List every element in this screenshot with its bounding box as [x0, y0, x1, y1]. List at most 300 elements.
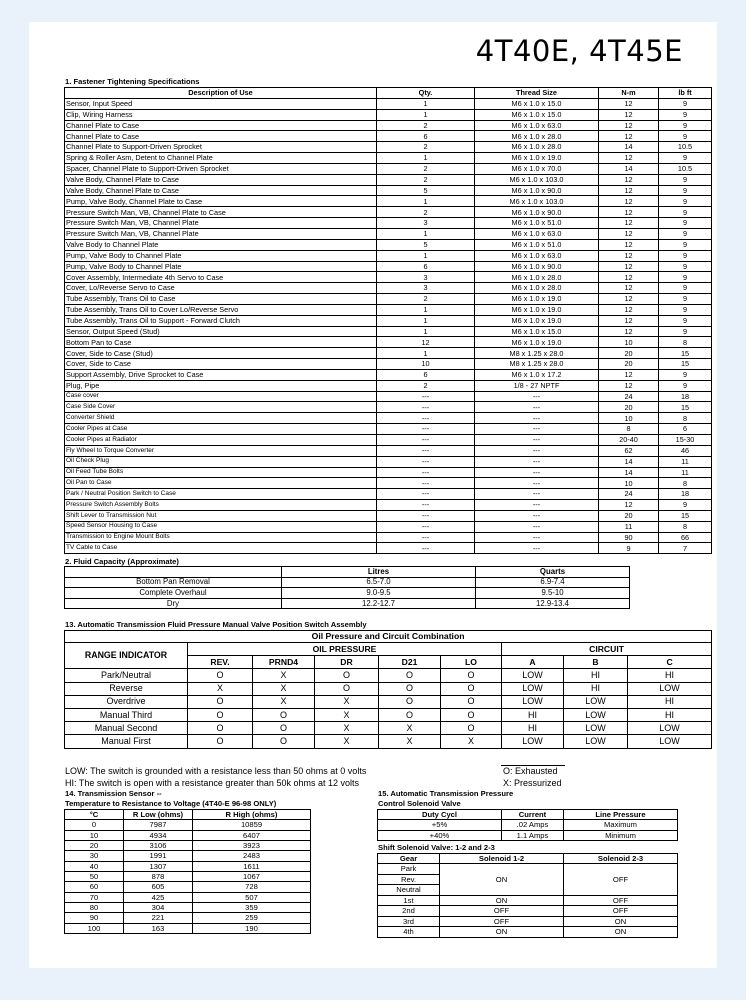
range-cell: Park/Neutral	[65, 669, 188, 682]
col-b: B	[564, 656, 628, 669]
thread-size-cell: M6 x 1.0 x 15.0	[475, 98, 599, 109]
circuit-a-cell: LOW	[502, 695, 564, 708]
gear-cell: 3rd	[378, 916, 440, 926]
fastener-row	[65, 142, 712, 153]
nm-cell: 12	[599, 196, 659, 207]
nm-cell: 12	[599, 109, 659, 120]
lbft-cell: 9	[659, 153, 712, 164]
legend-exhausted: O: Exhausted	[503, 766, 558, 776]
qty-cell: ---	[377, 456, 475, 467]
description-cell: Park / Neutral Position Switch to Case	[65, 489, 377, 500]
nm-cell: 24	[599, 391, 659, 402]
fastener-row	[65, 163, 712, 174]
qty-cell: 2	[377, 294, 475, 305]
qty-cell: 2	[377, 380, 475, 391]
rev-cell: X	[188, 682, 253, 695]
lbft-cell: 66	[659, 532, 712, 543]
thread-size-cell: M8 x 1.25 x 28.0	[475, 359, 599, 370]
fastener-row	[65, 218, 712, 229]
fluid-label-cell: Dry	[65, 598, 282, 609]
col-duty-cycle: Duty Cycl	[378, 810, 502, 820]
fastener-row	[65, 196, 712, 207]
fastener-row	[65, 109, 712, 120]
oil-title-row	[65, 631, 712, 643]
fastener-row	[65, 326, 712, 337]
fluid-row	[65, 577, 630, 588]
fastener-row	[65, 435, 712, 446]
pressure-heading: 15. Automatic Transmission Pressure	[378, 789, 514, 798]
solenoid-12-cell: ON	[440, 864, 564, 895]
r-low-cell: 163	[124, 923, 193, 933]
circuit-a-cell: HI	[502, 708, 564, 721]
sensor-row	[65, 882, 311, 892]
sensor-row	[65, 913, 311, 923]
pressure-row	[378, 820, 678, 830]
lbft-cell: 9	[659, 207, 712, 218]
shift-row	[378, 906, 678, 916]
qty-cell: ---	[377, 413, 475, 424]
lbft-cell: 8	[659, 337, 712, 348]
prnd4-cell: O	[253, 722, 315, 735]
qty-cell: 10	[377, 359, 475, 370]
circuit-b-cell: LOW	[564, 708, 628, 721]
r-low-cell: 304	[124, 903, 193, 913]
lbft-cell: 9	[659, 304, 712, 315]
lo-cell: O	[441, 682, 502, 695]
qty-cell: 1	[377, 109, 475, 120]
r-low-cell: 1991	[124, 851, 193, 861]
lbft-cell: 9	[659, 185, 712, 196]
description-cell: Tube Assembly, Trans Oil to Case	[65, 294, 377, 305]
qty-cell: ---	[377, 402, 475, 413]
qty-cell: ---	[377, 500, 475, 511]
description-cell: Channel Plate to Support-Driven Sprocket	[65, 142, 377, 153]
prnd4-cell: O	[253, 735, 315, 748]
sensor-row	[65, 861, 311, 871]
col-lo: LO	[441, 656, 502, 669]
description-cell: Cooler Pipes at Radiator	[65, 435, 377, 446]
fastener-row	[65, 456, 712, 467]
sensor-row	[65, 841, 311, 851]
nm-cell: 14	[599, 467, 659, 478]
d21-cell: O	[379, 682, 441, 695]
fluid-heading: 2. Fluid Capacity (Approximate)	[65, 557, 179, 566]
circuit-b-cell: LOW	[564, 695, 628, 708]
description-cell: Plug, Pipe	[65, 380, 377, 391]
pressure-row	[378, 830, 678, 840]
nm-cell: 14	[599, 142, 659, 153]
range-cell: Manual Third	[65, 708, 188, 721]
nm-cell: 12	[599, 304, 659, 315]
lbft-cell: 8	[659, 521, 712, 532]
lbft-cell: 8	[659, 413, 712, 424]
qty-cell: 2	[377, 174, 475, 185]
dr-cell: O	[315, 669, 379, 682]
qty-cell: ---	[377, 543, 475, 554]
qty-cell: 2	[377, 142, 475, 153]
thread-size-cell: M6 x 1.0 x 28.0	[475, 272, 599, 283]
fastener-row	[65, 348, 712, 359]
r-high-cell: 728	[193, 882, 311, 892]
duty-cycle-cell: +40%	[378, 830, 502, 840]
description-cell: Spring & Roller Asm, Detent to Channel Plate	[65, 153, 377, 164]
rev-cell: O	[188, 695, 253, 708]
thread-size-cell: ---	[475, 402, 599, 413]
description-cell: Tube Assembly, Trans Oil to Support - Forward Clutch	[65, 315, 377, 326]
sensor-row	[65, 892, 311, 902]
lbft-cell: 9	[659, 326, 712, 337]
lbft-cell: 9	[659, 239, 712, 250]
dr-cell: X	[315, 735, 379, 748]
oil-row	[65, 708, 712, 721]
qty-cell: 1	[377, 315, 475, 326]
fastener-row	[65, 131, 712, 142]
qty-cell: ---	[377, 532, 475, 543]
nm-cell: 12	[599, 500, 659, 511]
fastener-row	[65, 413, 712, 424]
legend-pressurized: X: Pressurized	[503, 777, 562, 788]
circuit-header: CIRCUIT	[502, 643, 712, 656]
sensor-subheading: Temperature to Resistance to Voltage (4T40-E 96-98 ONLY)	[65, 799, 277, 808]
description-cell: Fly Wheel to Torque Converter	[65, 445, 377, 456]
rev-cell: O	[188, 708, 253, 721]
r-low-cell: 878	[124, 872, 193, 882]
lbft-cell: 9	[659, 294, 712, 305]
note-hi: HI: The switch is open with a resistance greater than 50k ohms at 12 volts	[65, 777, 359, 788]
fastener-row	[65, 315, 712, 326]
qty-cell: 5	[377, 239, 475, 250]
thread-size-cell: M6 x 1.0 x 90.0	[475, 261, 599, 272]
description-cell: Spacer, Channel Plate to Support-Driven Sprocket	[65, 163, 377, 174]
qty-cell: ---	[377, 445, 475, 456]
nm-cell: 11	[599, 521, 659, 532]
fastener-row	[65, 272, 712, 283]
celsius-cell: 20	[65, 841, 124, 851]
nm-cell: 20	[599, 348, 659, 359]
lbft-cell: 46	[659, 445, 712, 456]
qty-cell: 2	[377, 163, 475, 174]
col-r-high: R High (ohms)	[193, 810, 311, 820]
nm-cell: 14	[599, 163, 659, 174]
celsius-cell: 40	[65, 861, 124, 871]
fastener-row	[65, 228, 712, 239]
description-cell: Speed Sensor Housing to Case	[65, 521, 377, 532]
qty-cell: 2	[377, 207, 475, 218]
r-low-cell: 425	[124, 892, 193, 902]
nm-cell: 14	[599, 456, 659, 467]
description-cell: Oil Check Plug	[65, 456, 377, 467]
rev-cell: O	[188, 722, 253, 735]
solenoid-12-cell: ON	[440, 895, 564, 905]
gear-cell: 1st	[378, 895, 440, 905]
fastener-row	[65, 294, 712, 305]
description-cell: Cover Assembly, Intermediate 4th Servo to Case	[65, 272, 377, 283]
fastener-row	[65, 283, 712, 294]
celsius-cell: 90	[65, 913, 124, 923]
nm-cell: 62	[599, 445, 659, 456]
r-low-cell: 221	[124, 913, 193, 923]
nm-cell: 12	[599, 174, 659, 185]
col-dr: DR	[315, 656, 379, 669]
lbft-cell: 9	[659, 131, 712, 142]
fastener-row	[65, 489, 712, 500]
description-cell: Support Assembly, Drive Sprocket to Case	[65, 369, 377, 380]
solenoid-12-cell: ON	[440, 927, 564, 937]
qty-cell: 6	[377, 131, 475, 142]
thread-size-cell: ---	[475, 424, 599, 435]
fastener-row	[65, 304, 712, 315]
nm-cell: 12	[599, 228, 659, 239]
r-high-cell: 2483	[193, 851, 311, 861]
quarts-cell: 9.5-10	[476, 588, 630, 599]
nm-cell: 10	[599, 337, 659, 348]
description-cell: Cooler Pipes at Case	[65, 424, 377, 435]
fluid-col-blank	[65, 567, 282, 578]
shift-header-row	[378, 854, 678, 864]
description-cell: Pump, Valve Body, Channel Plate to Case	[65, 196, 377, 207]
description-cell: Sensor, Output Speed (Stud)	[65, 326, 377, 337]
description-cell: Valve Body to Channel Plate	[65, 239, 377, 250]
description-cell: Case cover	[65, 391, 377, 402]
range-cell: Overdrive	[65, 695, 188, 708]
thread-size-cell: M6 x 1.0 x 51.0	[475, 218, 599, 229]
oil-group-row	[65, 643, 712, 656]
thread-size-cell: M6 x 1.0 x 51.0	[475, 239, 599, 250]
qty-cell: ---	[377, 391, 475, 402]
col-line-pressure: Line Pressure	[564, 810, 678, 820]
nm-cell: 90	[599, 532, 659, 543]
col-solenoid-23: Solenoid 2-3	[564, 854, 678, 864]
lbft-cell: 9	[659, 120, 712, 131]
qty-cell: ---	[377, 467, 475, 478]
qty-cell: ---	[377, 424, 475, 435]
dr-cell: O	[315, 682, 379, 695]
thread-size-cell: ---	[475, 445, 599, 456]
lbft-cell: 7	[659, 543, 712, 554]
litres-cell: 12.2-12.7	[282, 598, 476, 609]
lbft-cell: 9	[659, 98, 712, 109]
qty-cell: 6	[377, 369, 475, 380]
thread-size-cell: M6 x 1.0 x 28.0	[475, 283, 599, 294]
circuit-c-cell: LOW	[628, 735, 712, 748]
qty-cell: 3	[377, 218, 475, 229]
lbft-cell: 8	[659, 478, 712, 489]
description-cell: Cover, Lo/Reverse Servo to Case	[65, 283, 377, 294]
description-cell: Pressure Switch Man, VB, Channel Plate	[65, 218, 377, 229]
lo-cell: O	[441, 695, 502, 708]
pressure-header-row	[378, 810, 678, 820]
lbft-cell: 9	[659, 272, 712, 283]
thread-size-cell: ---	[475, 489, 599, 500]
fastener-row	[65, 98, 712, 109]
fastener-row	[65, 500, 712, 511]
lbft-cell: 11	[659, 467, 712, 478]
nm-cell: 12	[599, 120, 659, 131]
litres-cell: 6.5-7.0	[282, 577, 476, 588]
lbft-cell: 9	[659, 283, 712, 294]
qty-cell: 2	[377, 120, 475, 131]
oil-row	[65, 669, 712, 682]
current-cell: .02 Amps	[502, 820, 564, 830]
col-d21: D21	[379, 656, 441, 669]
fastener-row	[65, 153, 712, 164]
circuit-a-cell: HI	[502, 722, 564, 735]
col-r-low: R Low (ohms)	[124, 810, 193, 820]
r-low-cell: 1307	[124, 861, 193, 871]
qty-cell: 1	[377, 98, 475, 109]
fastener-row	[65, 424, 712, 435]
nm-cell: 24	[599, 489, 659, 500]
lbft-cell: 15	[659, 402, 712, 413]
lbft-cell: 9	[659, 218, 712, 229]
quarts-cell: 12.9-13.4	[476, 598, 630, 609]
oil-row	[65, 695, 712, 708]
description-cell: Pressure Switch Assembly Bolts	[65, 500, 377, 511]
fluid-label-cell: Bottom Pan Removal	[65, 577, 282, 588]
fastener-row	[65, 391, 712, 402]
thread-size-cell: M6 x 1.0 x 17.2	[475, 369, 599, 380]
lbft-cell: 9	[659, 380, 712, 391]
qty-cell: ---	[377, 510, 475, 521]
fastener-row	[65, 467, 712, 478]
circuit-c-cell: HI	[628, 708, 712, 721]
fastener-row	[65, 261, 712, 272]
duty-cycle-cell: +5%	[378, 820, 502, 830]
description-cell: Oil Feed Tube Bolts	[65, 467, 377, 478]
shift-row	[378, 916, 678, 926]
celsius-cell: 0	[65, 820, 124, 830]
celsius-cell: 100	[65, 923, 124, 933]
lbft-cell: 15-30	[659, 435, 712, 446]
celsius-cell: 30	[65, 851, 124, 861]
fastener-row	[65, 445, 712, 456]
qty-cell: 1	[377, 348, 475, 359]
description-cell: Case Side Cover	[65, 402, 377, 413]
oil-table-title: Oil Pressure and Circuit Combination	[65, 631, 712, 643]
rev-cell: O	[188, 735, 253, 748]
col-a: A	[502, 656, 564, 669]
nm-cell: 12	[599, 98, 659, 109]
fluid-col-quarts: Quarts	[476, 567, 630, 578]
switch-notes	[65, 766, 366, 789]
qty-cell: 12	[377, 337, 475, 348]
celsius-cell: 80	[65, 903, 124, 913]
nm-cell: 12	[599, 283, 659, 294]
nm-cell: 20	[599, 510, 659, 521]
solenoid-23-cell: OFF	[564, 906, 678, 916]
legend-rule	[501, 765, 565, 766]
litres-cell: 9.0-9.5	[282, 588, 476, 599]
col-solenoid-12: Solenoid 1-2	[440, 854, 564, 864]
circuit-a-cell: LOW	[502, 669, 564, 682]
circuit-c-cell: LOW	[628, 682, 712, 695]
fastener-row	[65, 369, 712, 380]
nm-cell: 20	[599, 359, 659, 370]
circuit-b-cell: HI	[564, 669, 628, 682]
fastener-row	[65, 337, 712, 348]
nm-cell: 12	[599, 380, 659, 391]
description-cell: Cover, Side to Case (Stud)	[65, 348, 377, 359]
fastener-row	[65, 174, 712, 185]
lbft-cell: 9	[659, 109, 712, 120]
circuit-b-cell: LOW	[564, 735, 628, 748]
fastener-row	[65, 359, 712, 370]
circuit-b-cell: LOW	[564, 722, 628, 735]
fastener-row	[65, 239, 712, 250]
dr-cell: X	[315, 722, 379, 735]
oil-pressure-header: OIL PRESSURE	[188, 643, 502, 656]
col-thread-size: Thread Size	[475, 88, 599, 99]
description-cell: Shift Lever to Transmission Nut	[65, 510, 377, 521]
thread-size-cell: ---	[475, 456, 599, 467]
lo-cell: O	[441, 669, 502, 682]
thread-size-cell: ---	[475, 413, 599, 424]
sensor-row	[65, 820, 311, 830]
range-cell: Manual First	[65, 735, 188, 748]
celsius-cell: 50	[65, 872, 124, 882]
qty-cell: 1	[377, 196, 475, 207]
gear-cell: 2nd	[378, 906, 440, 916]
range-cell: Reverse	[65, 682, 188, 695]
fluid-col-litres: Litres	[282, 567, 476, 578]
lbft-cell: 9	[659, 196, 712, 207]
nm-cell: 12	[599, 239, 659, 250]
shift-row-group	[378, 864, 678, 874]
oil-row	[65, 735, 712, 748]
r-low-cell: 4934	[124, 830, 193, 840]
lbft-cell: 10.5	[659, 142, 712, 153]
nm-cell: 20	[599, 402, 659, 413]
r-high-cell: 10859	[193, 820, 311, 830]
dr-cell: X	[315, 695, 379, 708]
thread-size-cell: M6 x 1.0 x 19.0	[475, 304, 599, 315]
r-high-cell: 359	[193, 903, 311, 913]
thread-size-cell: ---	[475, 532, 599, 543]
oil-row	[65, 682, 712, 695]
thread-size-cell: M6 x 1.0 x 103.0	[475, 196, 599, 207]
nm-cell: 12	[599, 261, 659, 272]
r-high-cell: 1611	[193, 861, 311, 871]
gear-cell: 4th	[378, 927, 440, 937]
circuit-a-cell: LOW	[502, 682, 564, 695]
celsius-cell: 60	[65, 882, 124, 892]
description-cell: Channel Plate to Case	[65, 120, 377, 131]
col-gear: Gear	[378, 854, 440, 864]
solenoid-12-cell: OFF	[440, 906, 564, 916]
col-description: Description of Use	[65, 88, 377, 99]
fastener-row	[65, 510, 712, 521]
sensor-header-row	[65, 810, 311, 820]
nm-cell: 12	[599, 207, 659, 218]
sensor-row	[65, 872, 311, 882]
circuit-c-cell: HI	[628, 695, 712, 708]
nm-cell: 20-40	[599, 435, 659, 446]
description-cell: Bottom Pan to Case	[65, 337, 377, 348]
description-cell: TV Cable to Case	[65, 543, 377, 554]
qty-cell: ---	[377, 478, 475, 489]
fastener-header-row	[65, 88, 712, 99]
fastener-row	[65, 207, 712, 218]
fastener-heading: 1. Fastener Tightening Specifications	[65, 77, 200, 86]
nm-cell: 12	[599, 272, 659, 283]
r-high-cell: 190	[193, 923, 311, 933]
current-cell: 1.1 Amps	[502, 830, 564, 840]
qty-cell: 1	[377, 326, 475, 337]
thread-size-cell: M6 x 1.0 x 103.0	[475, 174, 599, 185]
solenoid-12-cell: OFF	[440, 916, 564, 926]
qty-cell: ---	[377, 521, 475, 532]
shift-row	[378, 895, 678, 905]
